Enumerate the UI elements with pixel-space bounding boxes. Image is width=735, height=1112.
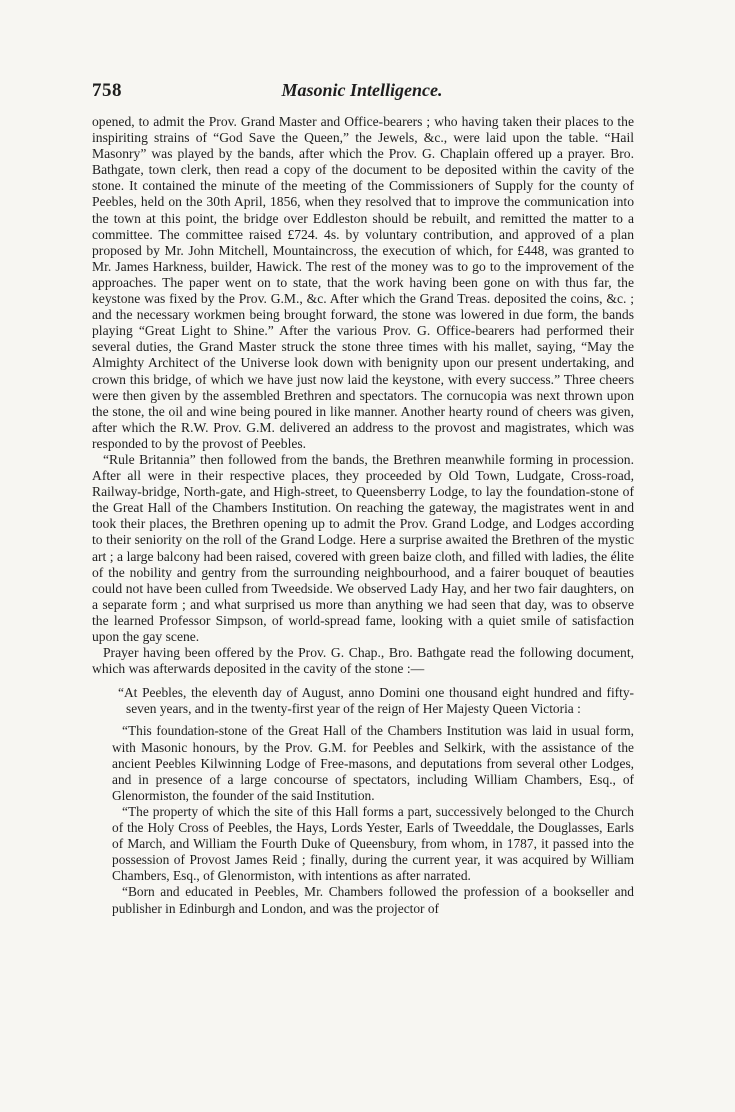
page-header [92,80,632,106]
paragraph: Prayer having been offered by the Prov. G. Chap., Bro. Bathgate read the following document, which was afterwards deposited in the cavity of the stone :— [92,645,634,677]
quoted-document [92,685,634,916]
page-number: 758 [92,80,122,101]
quote-opening: “At Peebles, the eleventh day of August, anno Domini one thousand eight hundred and fifty-seven years, and in the twenty-first year of the reign of Her Majesty Queen Victoria : [118,685,634,717]
quote-paragraph: “Born and educated in Peebles, Mr. Chambers followed the profession of a bookseller and publisher in Edinburgh and London, and was the projector of [112,884,634,916]
paragraph: opened, to admit the Prov. Grand Master and Office-bearers ; who having taken their places to the inspiriting strains of “God Save the Queen,” the Jewels, &c., were laid upon the table. “Hail Masonry” was played by the bands, after which the Prov. G. Chaplain offered up a prayer. Bro. Bathgate, town clerk, then read a copy of the document to be deposited within the cavity of the stone. It contained the minute of the meeting of the Commissioners of Supply for the county of Peebles, held on the 30th April, 1856, when they resolved that to improve the communication into the town at this point, the bridge over Eddleston should be rebuilt, and remitted the matter to a committee. The committee raised £724. 4s. by voluntary contribution, and approved of a plan proposed by Mr. John Mitchell, Mountaincross, the execution of which, for £448, was granted to Mr. James Harkness, builder, Hawick. The rest of the money was to go to the improvement of the approaches. The paper went on to state, that the work having been gone on with thus far, the keystone was fixed by the Prov. G.M., &c. After which the Grand Treas. deposited the coins, &c. ; and the necessary workmen being brought forward, the stone was lowered in due form, the bands playing “Great Light to Shine.” After the various Prov. G. Office-bearers had performed their several duties, the Grand Master struck the stone three times with his mallet, saying, “May the Almighty Architect of the Universe look down with benignity upon our present undertaking, and crown this bridge, of which we have just now laid the keystone, with every success.” Three cheers were then given by the assembled Brethren and spectators. The cornucopia was next thrown upon the stone, the oil and wine being poured in like manner. Another hearty round of cheers was given, after which the R.W. Prov. G.M. delivered an address to the provost and magistrates, which was responded to by the provost of Peebles. [92,114,634,451]
quote-paragraph: “This foundation-stone of the Great Hall of the Chambers Institution was laid in usual form, with Masonic honours, by the Prov. G.M. for Peebles and Selkirk, with the assistance of the ancient Peebles Kilwinning Lodge of Free-masons, and deputations from several other Lodges, and in presence of a large concourse of spectators, including William Chambers, Esq., of Glenormiston, the founder of the said Institution. [112,723,634,803]
quote-paragraph: “The property of which the site of this Hall forms a part, successively belonged to the Church of the Holy Cross of Peebles, the Hays, Lords Yester, Earls of Tweeddale, the Douglasses, Earls of March, and William the Fourth Duke of Queensbury, from whom, in 1787, it passed into the possession of Provost James Reid ; finally, during the current year, it was acquired by William Chambers, Esq., of Glenormiston, with intentions as after narrated. [112,803,634,884]
running-head: Masonic Intelligence. [281,80,443,100]
paragraph: “Rule Britannia” then followed from the bands, the Brethren meanwhile forming in procession. After all were in their respective places, they proceeded by Old Town, Ludgate, Cross-road, Railway-bridge, North-gate, and High-street, to Queensberry Lodge, to lay the foundation-stone of the Great Hall of the Chambers Institution. On reaching the gateway, the magistrates went in and took their places, the Brethren opening up to admit the Prov. Grand Lodge, and Lodges according to their seniority on the roll of the Grand Lodge. Here a surprise awaited the Brethren of the mystic art ; a large balcony had been raised, covered with green baize cloth, and filled with ladies, the élite of the nobility and gentry from the surrounding neighbourhood, and a fairer bouquet of beauties could not have been culled from Tweedside. We observed Lady Hay, and her two fair daughters, on a separate form ; and what surprised us more than anything we had seen that day, was to observe the learned Professor Simpson, of world-spread fame, looking with a quiet smile of satisfaction upon the gay scene. [92,451,634,644]
body-text [92,114,634,917]
